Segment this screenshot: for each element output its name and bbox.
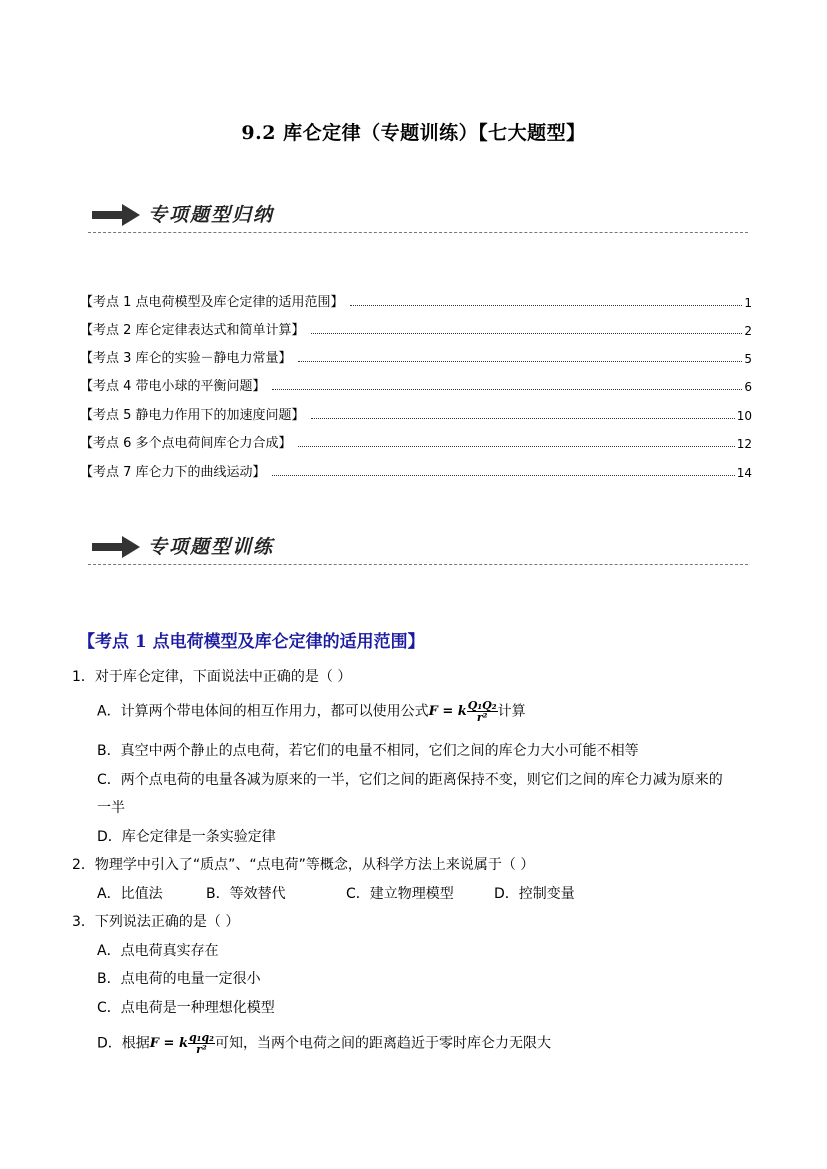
toc-page: 6: [744, 380, 752, 394]
toc-label: 【考点 3 库仑的实验－静电力常量】: [80, 351, 292, 366]
toc-page: 5: [744, 352, 752, 366]
toc-page: 10: [736, 409, 752, 423]
option-text: A．计算两个带电体间的相互作用力，都可以使用公式: [97, 703, 429, 720]
question-3-option-c: C．点电荷是一种理想化模型: [97, 1000, 275, 1016]
toc-item-1[interactable]: [80, 290, 752, 310]
question-2-option-b: B．等效替代: [206, 886, 286, 902]
page-title: 9.2 库仑定律（专题训练）【七大题型】: [241, 122, 586, 144]
formula-denominator: r²: [476, 711, 488, 724]
option-text-tail: 计算: [497, 703, 526, 720]
formula-lhs: F = k: [428, 704, 467, 719]
formula-denominator: r²: [196, 1043, 207, 1056]
question-2-option-c: C．建立物理模型: [346, 886, 454, 902]
formula-numerator: q₁q₂: [188, 1031, 214, 1044]
toc-leader: [298, 445, 735, 447]
toc-page: 12: [736, 437, 752, 451]
toc-label: 【考点 6 多个点电荷间库仑力合成】: [80, 436, 292, 451]
toc-item-4[interactable]: [80, 374, 752, 394]
toc-label: 【考点 2 库仑定律表达式和简单计算】: [80, 323, 305, 338]
question-1-option-a: [97, 700, 526, 723]
question-1-option-d: D．库仑定律是一条实验定律: [97, 829, 276, 845]
toc-leader: [311, 417, 735, 419]
toc-label: 【考点 5 静电力作用下的加速度问题】: [80, 408, 305, 423]
question-3-option-d: [97, 1032, 551, 1055]
toc-leader: [311, 332, 743, 334]
toc-page: 1: [744, 296, 752, 310]
toc-page: 14: [736, 466, 752, 480]
dashed-divider: [88, 232, 748, 233]
question-3-stem: 3．下列说法正确的是（ ）: [72, 914, 240, 930]
question-2-option-d: D．控制变量: [494, 886, 575, 902]
dashed-divider: [88, 564, 748, 565]
section-banner-summary: [88, 198, 748, 238]
question-1-option-c: C．两个点电荷的电量各减为原来的一半，它们之间的距离保持不变，则它们之间的库仑力减为原来的: [97, 772, 723, 788]
toc-page: 2: [744, 324, 752, 338]
arrow-icon: [92, 534, 142, 560]
coulomb-formula: [150, 1032, 215, 1055]
toc-item-5[interactable]: [80, 403, 752, 423]
question-1-option-b: B．真空中两个静止的点电荷，若它们的电量不相同，它们之间的库仑力大小可能不相等: [97, 743, 639, 759]
question-2-option-a: A．比值法: [97, 886, 163, 902]
formula-fraction: [188, 1032, 215, 1055]
option-text: D．根据: [97, 1035, 150, 1052]
toc-label: 【考点 1 点电荷模型及库仑定律的适用范围】: [80, 295, 344, 310]
toc-item-6[interactable]: [80, 431, 752, 451]
banner-label: 专项题型训练: [148, 536, 275, 558]
coulomb-formula: [429, 700, 498, 723]
arrow-icon: [92, 202, 142, 228]
section-banner-training: [88, 530, 748, 570]
option-text-tail: 可知，当两个电荷之间的距离趋近于零时库仑力无限大: [215, 1035, 551, 1052]
question-3-option-a: A．点电荷真实存在: [97, 943, 219, 959]
question-1-option-c-cont: 一半: [97, 800, 125, 816]
toc-item-7[interactable]: [80, 460, 752, 480]
banner-label: 专项题型归纳: [148, 204, 275, 226]
toc-label: 【考点 7 库仑力下的曲线运动】: [80, 465, 266, 480]
formula-numerator: Q₁Q₂: [467, 699, 497, 712]
formula-lhs: F = k: [149, 1036, 188, 1051]
question-2-stem: 2．物理学中引入了“质点”、“点电荷”等概念，从科学方法上来说属于（ ）: [72, 857, 535, 873]
toc-leader: [272, 388, 743, 390]
question-1-stem: 1．对于库仑定律，下面说法中正确的是（ ）: [72, 669, 352, 685]
question-3-option-b: B．点电荷的电量一定很小: [97, 971, 261, 987]
toc-label: 【考点 4 带电小球的平衡问题】: [80, 379, 266, 394]
section-heading: 【考点 1 点电荷模型及库仑定律的适用范围】: [78, 632, 425, 652]
toc-item-3[interactable]: [80, 346, 752, 366]
toc-leader: [272, 474, 735, 476]
formula-fraction: [467, 700, 498, 723]
toc-leader: [350, 304, 743, 306]
toc-item-2[interactable]: [80, 318, 752, 338]
toc-leader: [298, 360, 743, 362]
